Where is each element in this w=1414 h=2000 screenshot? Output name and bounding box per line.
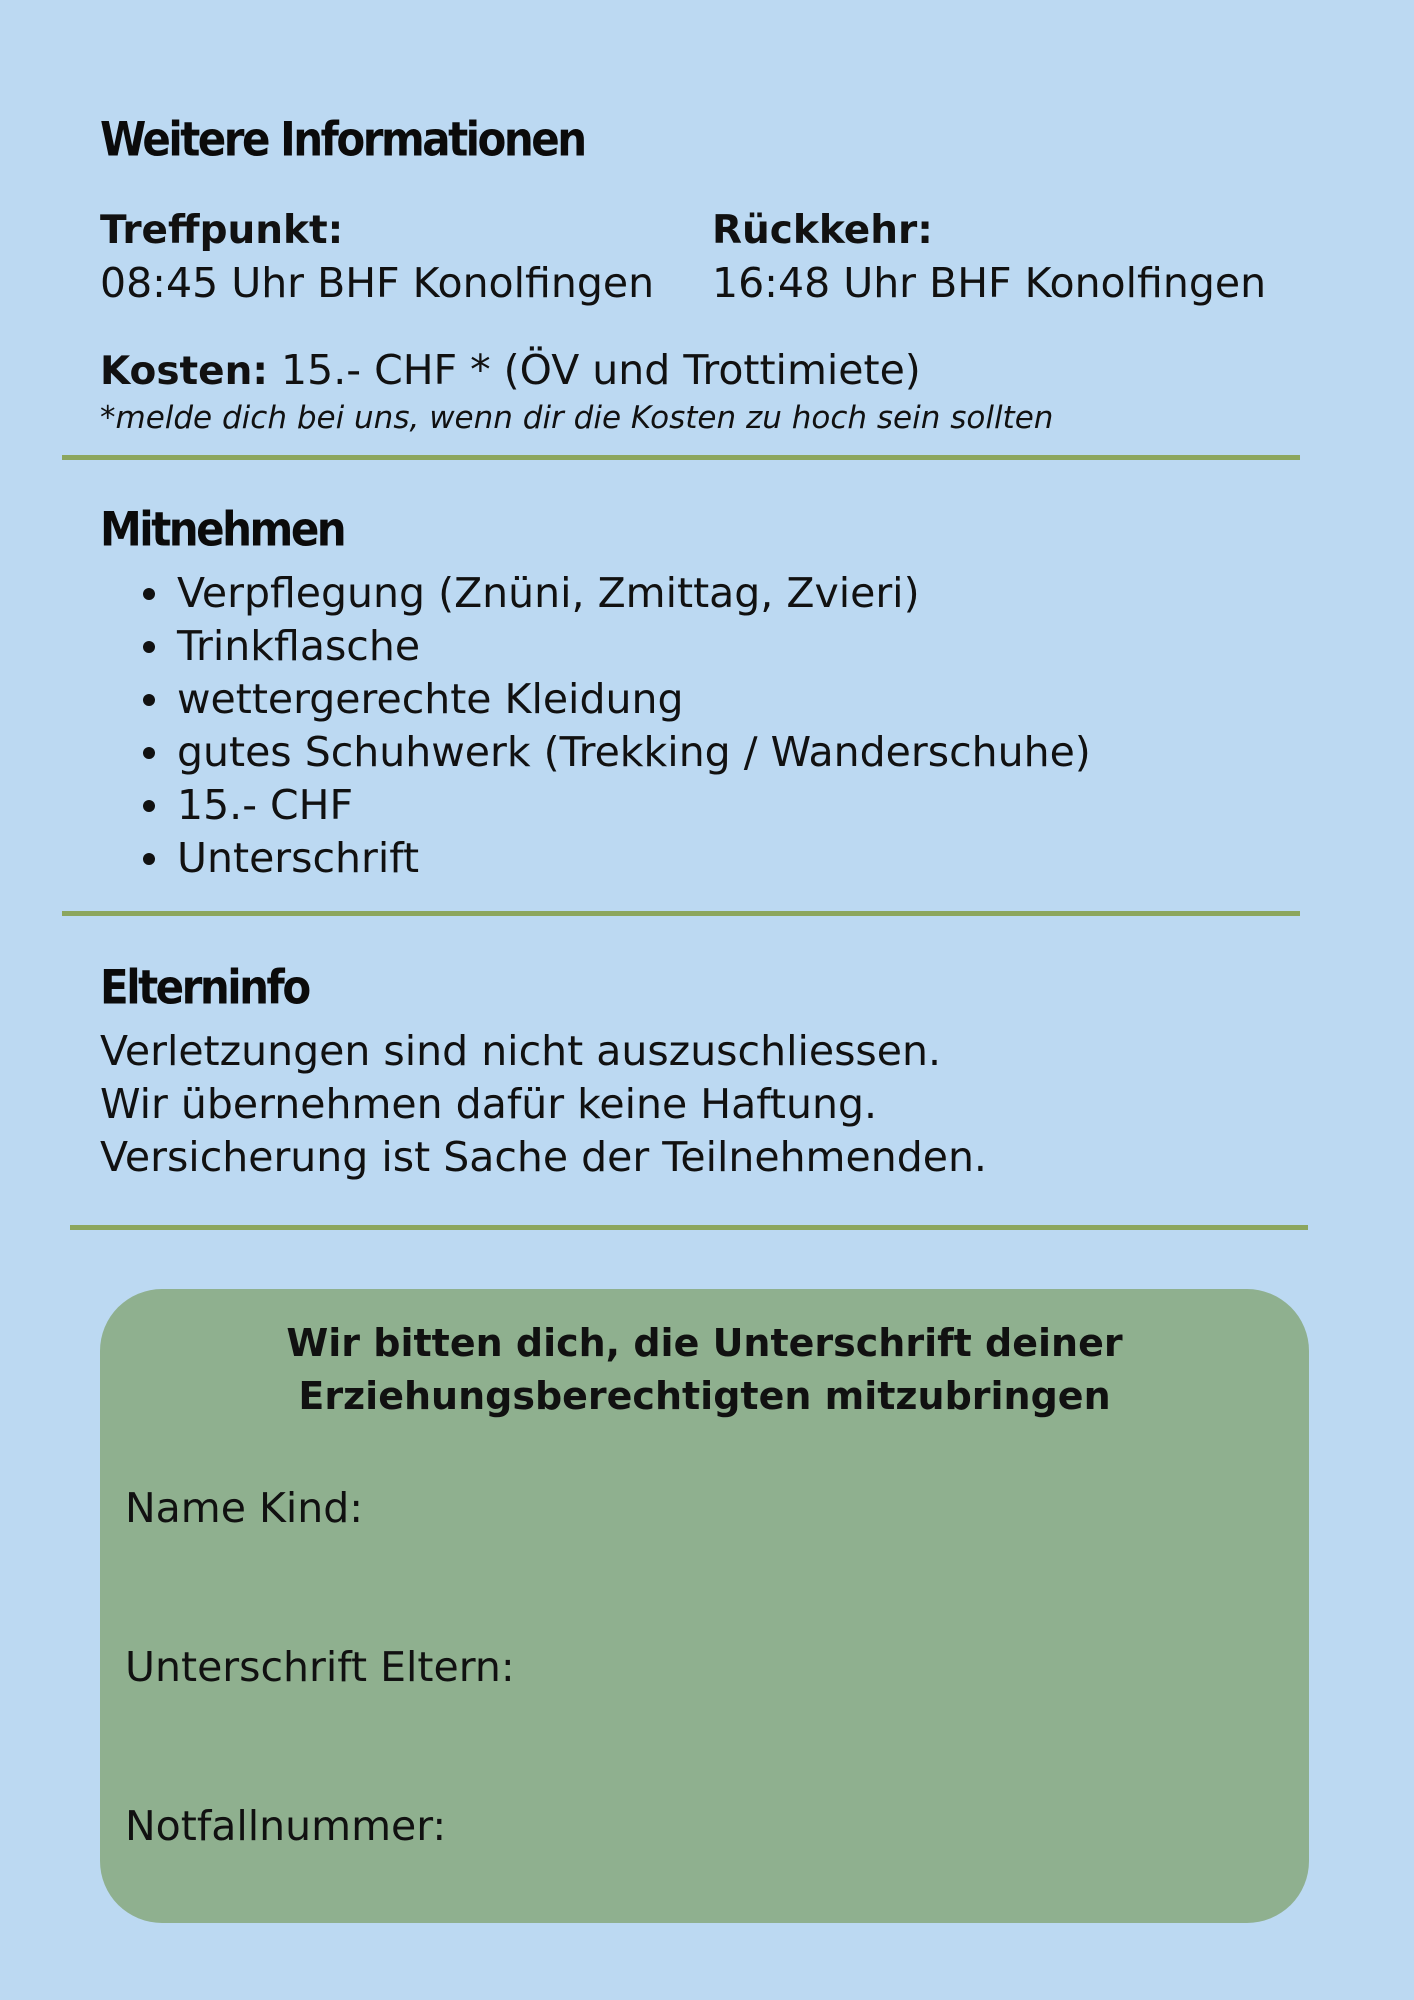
list-item: Trinkflasche [100, 620, 1091, 673]
treffpunkt-value: 08:45 Uhr BHF Konolfingen [100, 259, 655, 307]
kosten-value: 15.- CHF * (ÖV und Trottimiete) [281, 346, 921, 394]
rueckkehr-label: Rückkehr: [712, 208, 933, 253]
list-item: 15.- CHF [100, 779, 1091, 832]
form-heading [100, 1317, 1309, 1423]
unterschrift-eltern-field: Unterschrift Eltern: [125, 1643, 515, 1691]
elterninfo-title: Elterninfo [100, 960, 309, 1015]
divider [62, 455, 1300, 460]
elterninfo-line: Wir übernehmen dafür keine Haftung. [100, 1080, 878, 1128]
elterninfo-line: Versicherung ist Sache der Teilnehmenden. [100, 1133, 987, 1181]
treffpunkt-block [100, 205, 654, 309]
kosten-label: Kosten: [100, 349, 268, 394]
list-item: Unterschrift [100, 832, 1091, 885]
mitnehmen-list [100, 567, 1091, 885]
list-item: wettergerechte Kleidung [100, 673, 1091, 726]
name-kind-field: Name Kind: [125, 1484, 364, 1532]
elterninfo-text [100, 1025, 987, 1184]
list-item: gutes Schuhwerk (Trekking / Wanderschuhe) [100, 726, 1091, 779]
rueckkehr-block [712, 205, 1266, 309]
rueckkehr-value: 16:48 Uhr BHF Konolfingen [712, 259, 1267, 307]
notfallnummer-field: Notfallnummer: [125, 1802, 447, 1850]
signature-form-box [100, 1289, 1309, 1923]
divider [70, 1225, 1308, 1230]
elterninfo-line: Verletzungen sind nicht auszuschliessen. [100, 1027, 942, 1075]
kosten-line [100, 344, 921, 398]
treffpunkt-label: Treffpunkt: [100, 208, 344, 253]
divider [62, 911, 1300, 916]
form-heading-line: Wir bitten dich, die Unterschrift deiner [286, 1321, 1123, 1365]
form-heading-line: Erziehungsberechtigten mitzubringen [298, 1374, 1111, 1418]
list-item: Verpflegung (Znüni, Zmittag, Zvieri) [100, 567, 1091, 620]
kosten-footnote: *melde dich bei uns, wenn dir die Kosten zu hoch sein sollten [100, 400, 1054, 436]
mitnehmen-title: Mitnehmen [100, 502, 345, 557]
weitere-informationen-title: Weitere Informationen [100, 112, 585, 167]
